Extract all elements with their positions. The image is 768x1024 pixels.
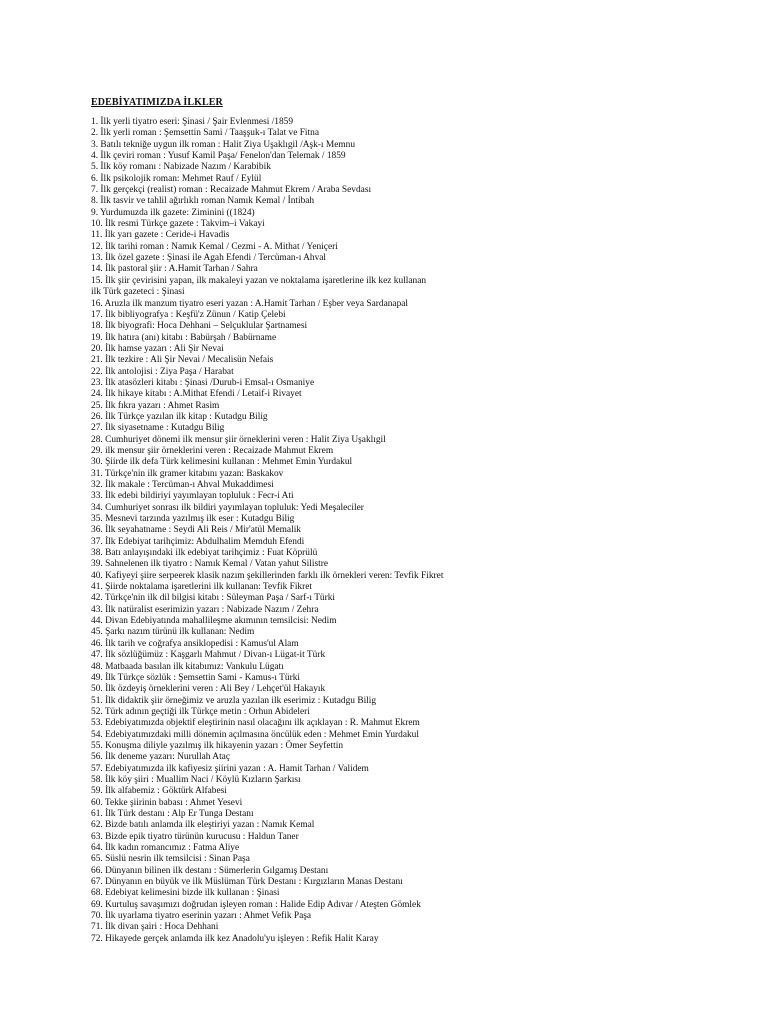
list-item: 30. Şiirde ilk defa Türk kelimesini kullanan : Mehmet Emin Yurdakul: [91, 457, 353, 468]
list-item: ilk Türk gazeteci : Şinasi: [91, 287, 185, 298]
list-item: 61. İlk Türk destanı : Alp Er Tunga Destanı: [91, 808, 254, 819]
list-item: 51. İlk didaktik şiir örneğimiz ve aruzla yazılan ilk eserimiz : Kutadgu Bilig: [91, 695, 377, 706]
list-item: 33. İlk edebi bildiriyi yayımlayan topluluk : Fecr-i Ati: [91, 491, 294, 502]
list-item: 63. Bizde epik tiyatro türünün kurucusu : Haldun Taner: [91, 831, 299, 842]
list-item: 38. Batı anlayışındaki ilk edebiyat tarihçimiz : Fuat Köprülü: [91, 548, 318, 559]
list-item: 11. İlk yarı gazete : Ceride-i Havadis: [91, 230, 230, 241]
list-item: 35. Mesnevi tarzında yazılmış ilk eser : Kutadgu Bilig: [91, 514, 295, 525]
list-item: 13. İlk özel gazete : Şinasi ile Agah Efendi / Tercüman-ı Ahval: [91, 253, 327, 264]
list-item: 7. İlk gerçekçi (realist) roman : Recaizade Mahmut Ekrem / Araba Sevdası: [91, 185, 372, 196]
list-item: 27. İlk siyasetname : Kutadgu Bilig: [91, 423, 225, 434]
list-item: 4. İlk çeviri roman : Yusuf Kamil Paşa/ Fenelon'dan Telemak / 1859: [91, 151, 346, 162]
list-item: 45. Şarkı nazım türünü ilk kullanan: Nedim: [91, 627, 255, 638]
list-item: 22. İlk antolojisi : Ziya Paşa / Harabat: [91, 366, 234, 377]
list-item: 53. Edebiyatımızda objektif eleştirinin nasıl olacağını ilk açıklayan : R. Mahmut Ekrem: [91, 718, 420, 729]
list-item: 48. Matbaada basılan ilk kitabımız: Vankulu Lügatı: [91, 661, 284, 672]
list-item: 28. Cumhuriyet dönemi ilk mensur şiir örneklerini veren : Halit Ziya Uşaklıgil: [91, 434, 386, 445]
list-item: 29. ilk mensur şiir örneklerini veren : Recaizade Mahmut Ekrem: [91, 445, 334, 456]
list-item: 46. İlk tarih ve coğrafya ansiklopedisi : Kamus'ul Alam: [91, 638, 299, 649]
list-item: 64. İlk kadın romancımız : Fatma Aliye: [91, 843, 240, 853]
list-item: 50. İlk özdeyiş örneklerini veren : Ali Bey / Lehçet'ül Hakayık: [91, 684, 326, 695]
list-item: 3. Batılı tekniğe uygun ilk roman : Halit Ziya Uşaklıgil /Aşk-ı Memnu: [91, 139, 356, 150]
list-item: 8. İlk tasvir ve tahlil ağırlıklı roman Namık Kemal / İntibah: [91, 196, 315, 207]
list-item: 16. Aruzla ilk manzum tiyatro eseri yazan : A.Hamit Tarhan / Eşber veya Sardanapal: [91, 298, 409, 309]
list-item: 31. Türkçe'nin ilk gramer kitabını yazan: Baskakov: [91, 468, 284, 479]
list-item: 10. İlk resmi Türkçe gazete : Takvim–i Vakayi: [91, 219, 265, 230]
list-item: 52. Türk adının geçtiği ilk Türkçe metin : Orhun Abideleri: [91, 706, 310, 717]
list-item: 9. Yurdumuzda ilk gazete: Ziminini ((1824): [91, 207, 255, 218]
list-item: 72. Hikayede gerçek anlamda ilk kez Anadolu'yu işleyen : Refik Halit Karay: [91, 933, 379, 944]
list-item: 18. İlk biyografi: Hoca Dehhani – Selçuklular Şartnamesi: [91, 321, 308, 332]
list-item: 41. Şiirde noktalama işaretlerini ilk kullanan: Tevfik Fikret: [91, 582, 312, 593]
list-item: 14. İlk pastoral şiir : A.Hamit Tarhan / Sahra: [91, 264, 258, 275]
list-item: 58. İlk köy şiiri : Muallim Naci / Köylü Kızların Şarkısı: [91, 774, 301, 785]
list-item: 56. İlk deneme yazarı: Nurullah Ataç: [91, 752, 231, 763]
list-item: 1. İlk yerli tiyatro eseri: Şinasi / Şair Evlenmesi /1859: [91, 117, 294, 127]
list-item: 69. Kurtuluş savaşımızı doğrudan işleyen roman : Halide Edip Adıvar / Ateşten Gömlek: [91, 899, 421, 910]
list-item: 54. Edebiyatımızdaki milli dönemin açılmasına öncülük eden : Mehmet Emin Yurdakul: [91, 729, 419, 740]
list-item: 25. İlk fıkra yazarı : Ahmet Rasim: [91, 400, 220, 411]
list-item: 66. Dünyanın bilinen ilk destanı : Sümerlerin Gılgamış Destanı: [91, 865, 329, 876]
list-item: 23. İlk atasözleri kitabı : Şinasi /Durub-i Emsal-ı Osmaniye: [91, 377, 315, 388]
list-item: 26. İlk Türkçe yazılan ilk kitap : Kutadgu Bilig: [91, 411, 268, 422]
list-item: 20. İlk hamse yazarı : Ali Şir Nevai: [91, 343, 224, 354]
list-item: 36. İlk seyahatname : Seydi Ali Reis / Mir'atül Memalik: [91, 525, 301, 536]
list-item: 55. Konuşma diliyle yazılmış ilk hikayenin yazarı : Ömer Seyfettin: [91, 740, 344, 751]
list-item: 49. İlk Türkçe sözlük : Şemsettin Sami - Kamus-ı Türki: [91, 672, 301, 683]
list-item: 62. Bizde batılı anlamda ilk eleştiriyi yazan : Namık Kemal: [91, 820, 315, 831]
list-item: 42. Türkçe'nin ilk dil bilgisi kitabı : Süleyman Paşa / Sarf-ı Türki: [91, 593, 336, 604]
list-item: 59. İlk alfabemiz : Göktürk Alfabesi: [91, 786, 227, 797]
list-item: 43. İlk natüralist eserimizin yazarı : Nabizade Nazım / Zehra: [91, 604, 319, 615]
list-item: 32. İlk makale : Tercüman-ı Ahval Mukaddimesi: [91, 480, 274, 490]
list-item: 47. İlk sözlüğümüz : Kaşgarlı Mahmut / Divan-ı Lügat-it Türk: [91, 650, 326, 661]
firsts-list: [91, 117, 691, 945]
list-item: 67. Dünyanın en büyük ve ilk Müslüman Türk Destanı : Kırgızların Manas Destanı: [91, 877, 403, 888]
list-item: 6. İlk psikolojik roman: Mehmet Rauf / Eylül: [91, 173, 262, 184]
list-item: 15. İlk şiir çevirisini yapan, ilk makaleyi yazan ve noktalama işaretlerine ilk kez kullanan: [91, 275, 427, 286]
list-item: 68. Edebiyat kelimesini bizde ilk kullanan : Şinasi: [91, 888, 280, 899]
list-item: 24. İlk hikaye kitabı : A.Mithat Efendi / Letaif-i Rivayet: [91, 389, 302, 400]
list-item: 17. İlk bibliyografya : Keşfü'z Zünun / Katip Çelebi: [91, 309, 286, 320]
document-title: EDEBİYATIMIZDA İLKLER: [91, 97, 223, 108]
list-item: 21. İlk tezkire : Ali Şir Nevai / Mecalisün Nefais: [91, 355, 274, 366]
list-item: 19. İlk hatıra (anı) kitabı : Babürşah / Babürname: [91, 332, 277, 343]
list-item: 70. İlk uyarlama tiyatro eserinin yazarı : Ahmet Vefik Paşa: [91, 911, 312, 922]
list-item: 34. Cumhuriyet sonrası ilk bildiri yayımlayan topluluk: Yedi Meşaleciler: [91, 502, 364, 513]
list-item: 40. Kafiyeyi şiire serpeerek klasik nazım şekillerinden farklı ilk örnekleri veren: Tevfik Fikret: [91, 570, 444, 581]
list-item: 57. Edebiyatımızda ilk kafiyesiz şiirini yazan : A. Hamit Tarhan / Validem: [91, 763, 369, 774]
list-item: 37. İlk Edebiyat tarihçimiz: Abdulhalim Memduh Efendi: [91, 536, 305, 547]
list-item: 71. İlk divan şairi : Hoca Dehhani: [91, 922, 219, 933]
list-item: 60. Tekke şiirinin babası : Ahmet Yesevi: [91, 797, 243, 808]
list-item: 65. Süslü nesrin ilk temsilcisi : Sinan Paşa: [91, 854, 250, 865]
list-item: 2. İlk yerli roman : Şemsettin Sami / Taaşşuk-ı Talat ve Fitna: [91, 128, 319, 139]
list-item: 39. Sahnelenen ilk tiyatro : Namık Kemal / Vatan yahut Silistre: [91, 559, 329, 570]
list-item: 12. İlk tarihi roman : Namık Kemal / Cezmi - A. Mithat / Yeniçeri: [91, 241, 338, 252]
list-item: 44. Divan Edebiyatında mahallileşme akımının temsilcisi: Nedim: [91, 616, 337, 627]
list-item: 5. İlk köy romanı : Nabizade Nazım / Karabibik: [91, 162, 271, 173]
